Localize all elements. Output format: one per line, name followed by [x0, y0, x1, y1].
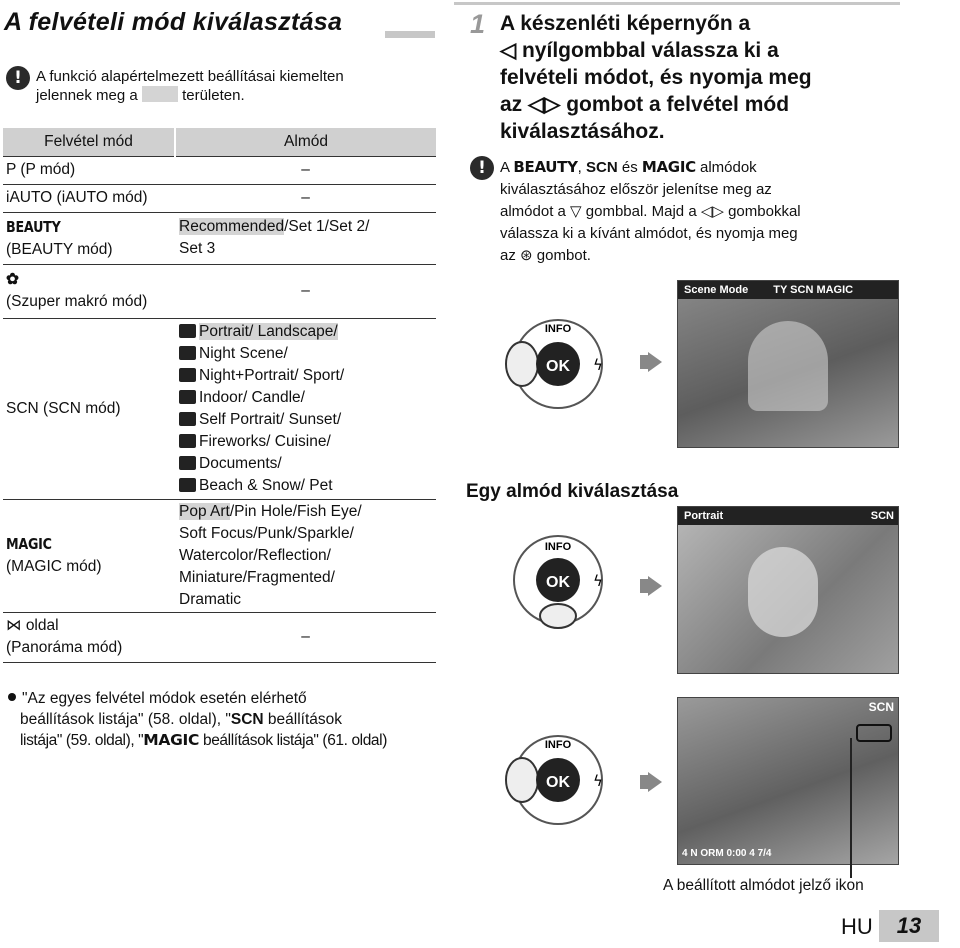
magic-submodes: Pop Art/Pin Hole/Fish Eye/ Soft Focus/Punk/Sparkle/ Watercolor/Reflection/ Miniature/Fragmented/ Dramatic [175, 499, 436, 612]
control-dial-3 [498, 728, 618, 832]
indoor-icon [179, 390, 196, 404]
warning-icon: ! [6, 66, 30, 90]
flow-arrow-1 [640, 352, 662, 372]
highlight-swatch [142, 86, 178, 102]
row-magic-mode: MAGIC (MAGIC mód) [3, 499, 175, 612]
row-scn-mode: SCN (SCN mód) [3, 318, 175, 499]
right-top-rule [454, 2, 900, 5]
svg-text:ϟ: ϟ [593, 772, 603, 790]
mode-table: Felvétel mód Almód P (P mód) – iAUTO (iAUTO mód) – BEAUTY (BEAUTY mód) Recommended/Set 1/Set 2/ Set 3 ✿ (Szuper makró mód) – SCN (SCN mód) Portrait/ Landscape/ Night Scene/ Night+Portrait/ Sport/ Indoor/ Candle/ Self Portrait/ Sunset/ Fireworks/ Cuisine/ Documents/ Beach & Snow/ Pet MAGIC (MAGIC mód) Pop Art/Pin Hole/Fish Eye/ Soft Focus/Punk/Sparkle/ Watercolor/Reflection/ Miniature/Fragmented/ Dramatic ⋈ oldal (Panoráma mód) – [3, 128, 436, 663]
portrait-icon [179, 324, 196, 338]
svg-text:INFO: INFO [544, 541, 572, 553]
callout-line [850, 738, 852, 878]
svg-text:INFO: INFO [544, 739, 572, 751]
language-label: HU [841, 914, 873, 939]
page-number: 13 [879, 910, 939, 942]
panorama-icon: ⋈ [6, 617, 26, 634]
camera-screen-3: SCN 4 N ORM 0:00 4 7/4 [677, 697, 899, 865]
camera-screen-2: Portrait SCN [677, 506, 899, 674]
svg-text:OK: OK [546, 574, 570, 591]
row-supermacro-mode: ✿ (Szuper makró mód) [3, 264, 175, 318]
default-note: A funkció alapértelmezett beállításai kiemelten jelennek meg a területen. [36, 68, 344, 104]
bullet-dot [8, 693, 16, 701]
scn-submodes: Portrait/ Landscape/ Night Scene/ Night+Portrait/ Sport/ Indoor/ Candle/ Self Portrait/ Sunset/ Fireworks/ Cuisine/ Documents/ Beach & Snow/ Pet [175, 318, 436, 499]
title-bar [385, 31, 435, 38]
svg-text:OK: OK [546, 774, 570, 791]
photo-subject [748, 547, 818, 637]
self-portrait-icon [179, 412, 196, 426]
col-submode: Almód [175, 128, 436, 156]
step-number: 1 [470, 9, 486, 39]
svg-text:OK: OK [546, 358, 570, 375]
camera-screen-1: Scene Mode TY SCN MAGIC [677, 280, 899, 448]
ok-circle-icon: ⊛ [520, 247, 533, 264]
left-right-arrow-icon: ◁▷ [700, 203, 724, 220]
row-p-mode: P (P mód) [3, 156, 175, 184]
left-right-arrow-icon: ◁▷ [528, 93, 561, 116]
svg-text:ϟ: ϟ [593, 356, 603, 374]
callout-caption: A beállított almódot jelző ikon [663, 877, 864, 894]
night-scene-icon [179, 346, 196, 360]
documents-icon [179, 456, 196, 470]
page-title: A felvételi mód kiválasztása [4, 8, 343, 36]
svg-text:ϟ: ϟ [593, 572, 603, 590]
flow-arrow-2 [640, 576, 662, 596]
beach-snow-icon [179, 478, 196, 492]
submode-indicator [856, 724, 892, 742]
submode-note: A BEAUTY, SCN és MAGIC almódok kiválasztásához először jelenítse meg az almódot a ▽ gombbal. Majd a ◁▷ gombokkal válassza ki a kívánt almódot, és nyomja meg az ⊛ gombot. [500, 158, 801, 264]
warning-icon: ! [470, 156, 494, 180]
fireworks-icon [179, 434, 196, 448]
left-arrow-icon: ◁ [500, 39, 522, 62]
row-iauto-mode: iAUTO (iAUTO mód) [3, 184, 175, 212]
row-beauty-mode: BEAUTY (BEAUTY mód) [3, 212, 175, 264]
reference-note: "Az egyes felvétel módok esetén elérhető beállítások listája" (58. oldal), "SCN beállítások listája" (59. oldal), "MAGIC beállítások listája" (61. oldal) [8, 688, 438, 751]
down-arrow-icon: ▽ [570, 203, 582, 220]
col-mode: Felvétel mód [3, 128, 175, 156]
section-subheading: Egy almód kiválasztása [466, 481, 679, 502]
flow-arrow-3 [640, 772, 662, 792]
control-dial-2 [498, 528, 618, 632]
control-dial-1 [498, 316, 618, 420]
macro-icon: ✿ [6, 271, 19, 288]
svg-text:INFO: INFO [544, 323, 572, 335]
row-panorama-mode: ⋈ oldal (Panoráma mód) [3, 612, 175, 662]
night-portrait-icon [179, 368, 196, 382]
step-heading: A készenléti képernyőn a ◁ nyílgombbal válassza ki a felvételi módot, és nyomja meg az ◁▷ gombot a felvétel mód kiválasztásához. [500, 12, 812, 143]
photo-subject [748, 321, 828, 411]
